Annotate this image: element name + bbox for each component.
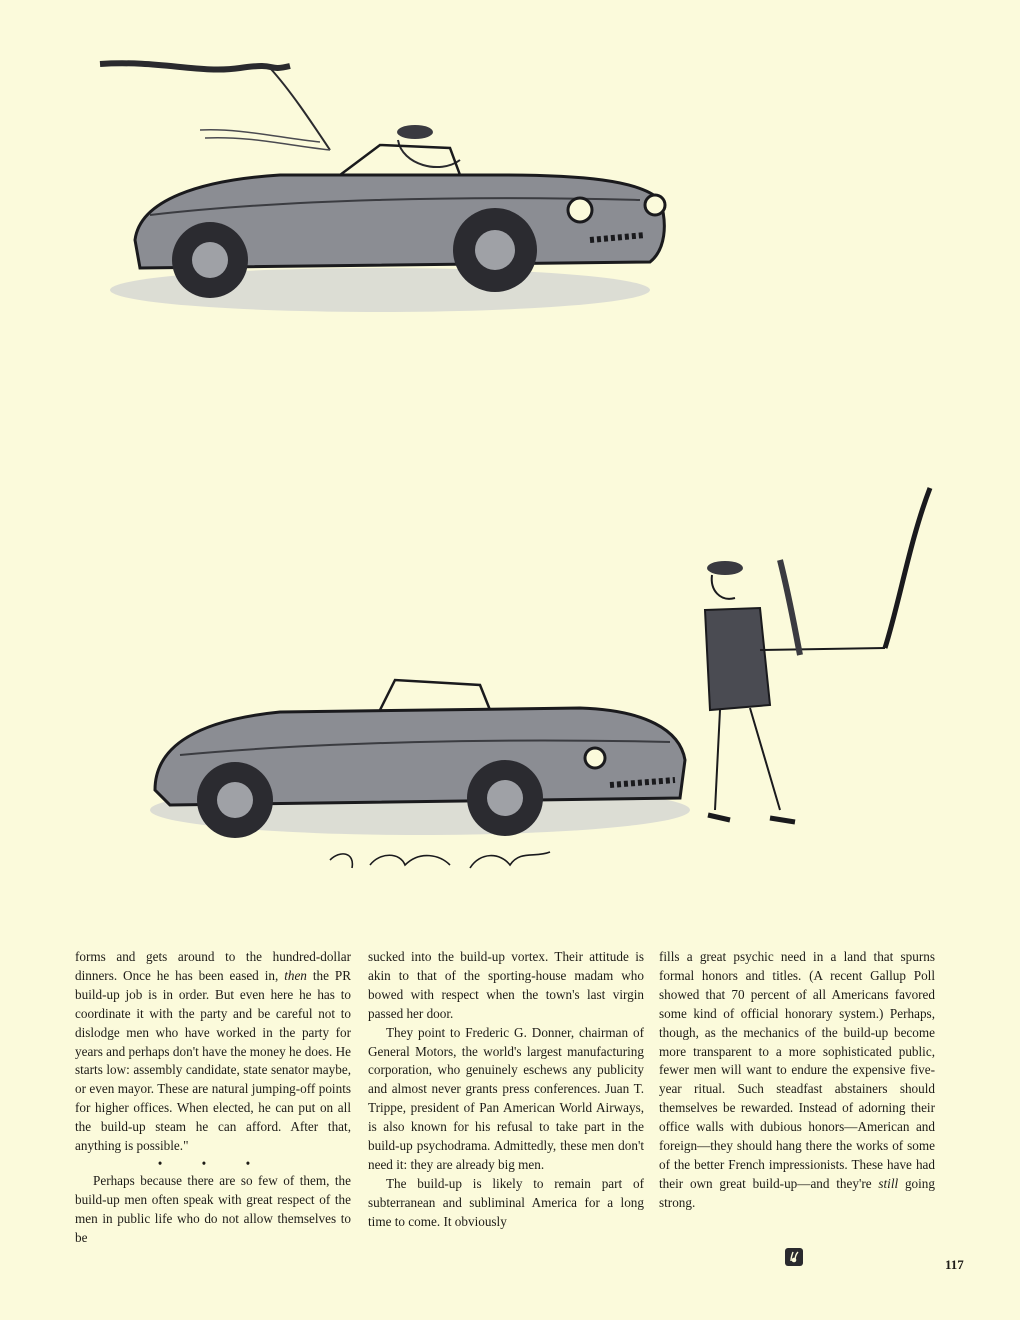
paragraph xyxy=(659,948,935,1213)
paragraph xyxy=(368,1024,644,1175)
emphasis: still xyxy=(878,1175,899,1191)
text-run: forms and gets around to the hundred-dollar dinners. Once he has been eased in, xyxy=(75,949,351,983)
paragraph xyxy=(368,948,644,1024)
text-run: The build-up is likely to remain part of subterranean and subliminal America for a long time to come. It obviously xyxy=(368,1175,644,1229)
text-run: the PR build-up job is in order. But even here he has to coordinate it with the party and be careful not to dislodge men who have worked in the party for years and perhaps don't have the money he does. He starts low: assembly candidate, state senator maybe, or even mayor. These are natural jumping-off points for higher offices. When elected, he can put on all the build-up steam he can afford. After that, anything is possible." xyxy=(75,967,351,1154)
text-column-1 xyxy=(75,948,351,1248)
text-column-3 xyxy=(659,948,935,1213)
illustration-car-man xyxy=(140,480,940,910)
bunny-icon xyxy=(785,1248,803,1266)
text-run: sucked into the build-up vortex. Their attitude is akin to that of the sporting-house madam who bowed with respect when the town's last virgin passed her door. xyxy=(368,949,644,1021)
section-break: • • • xyxy=(157,1155,269,1171)
text-run: Perhaps because there are so few of them, the build-up men often speak with great respect of the men in public life who do not allow themselves to be xyxy=(75,1172,351,1245)
text-run: They point to Frederic G. Donner, chairman of General Motors, the world's largest manufacturing corporation, who genuinely eschews any publicity and almost never grants press conferences. Juan T. Trippe, president of Pan American World Airways, is also known for his refusal to take part in the build-up psychodrama. Admittedly, these men don't need it: they are already big men. xyxy=(368,1024,644,1172)
text-column-2 xyxy=(368,948,644,1232)
paragraph xyxy=(75,1172,351,1248)
paragraph xyxy=(368,1175,644,1232)
page-number: 117 xyxy=(945,1257,964,1272)
text-run: going strong. xyxy=(659,1175,935,1210)
paragraph xyxy=(75,948,351,1156)
emphasis: then xyxy=(284,967,307,983)
illustration-car-scarf xyxy=(80,50,680,340)
text-run: fills a great psychic need in a land that spurns formal honors and titles. (A recent Gallup Poll showed that 70 percent of all Americans favored some kind of official honorary system.) Perhaps, though, as the mechanics of the build-up become more transparent to a more sophisticated public, fewer men will want to endure the expensive five-year ritual. Such steadfast abstainers should themselves be rewarded. Instead of adorning their office walls with dubious honors—American and foreign—they should hang there the works of some of the better French impressionists. These have had their own great build-up—and they're xyxy=(659,949,935,1191)
